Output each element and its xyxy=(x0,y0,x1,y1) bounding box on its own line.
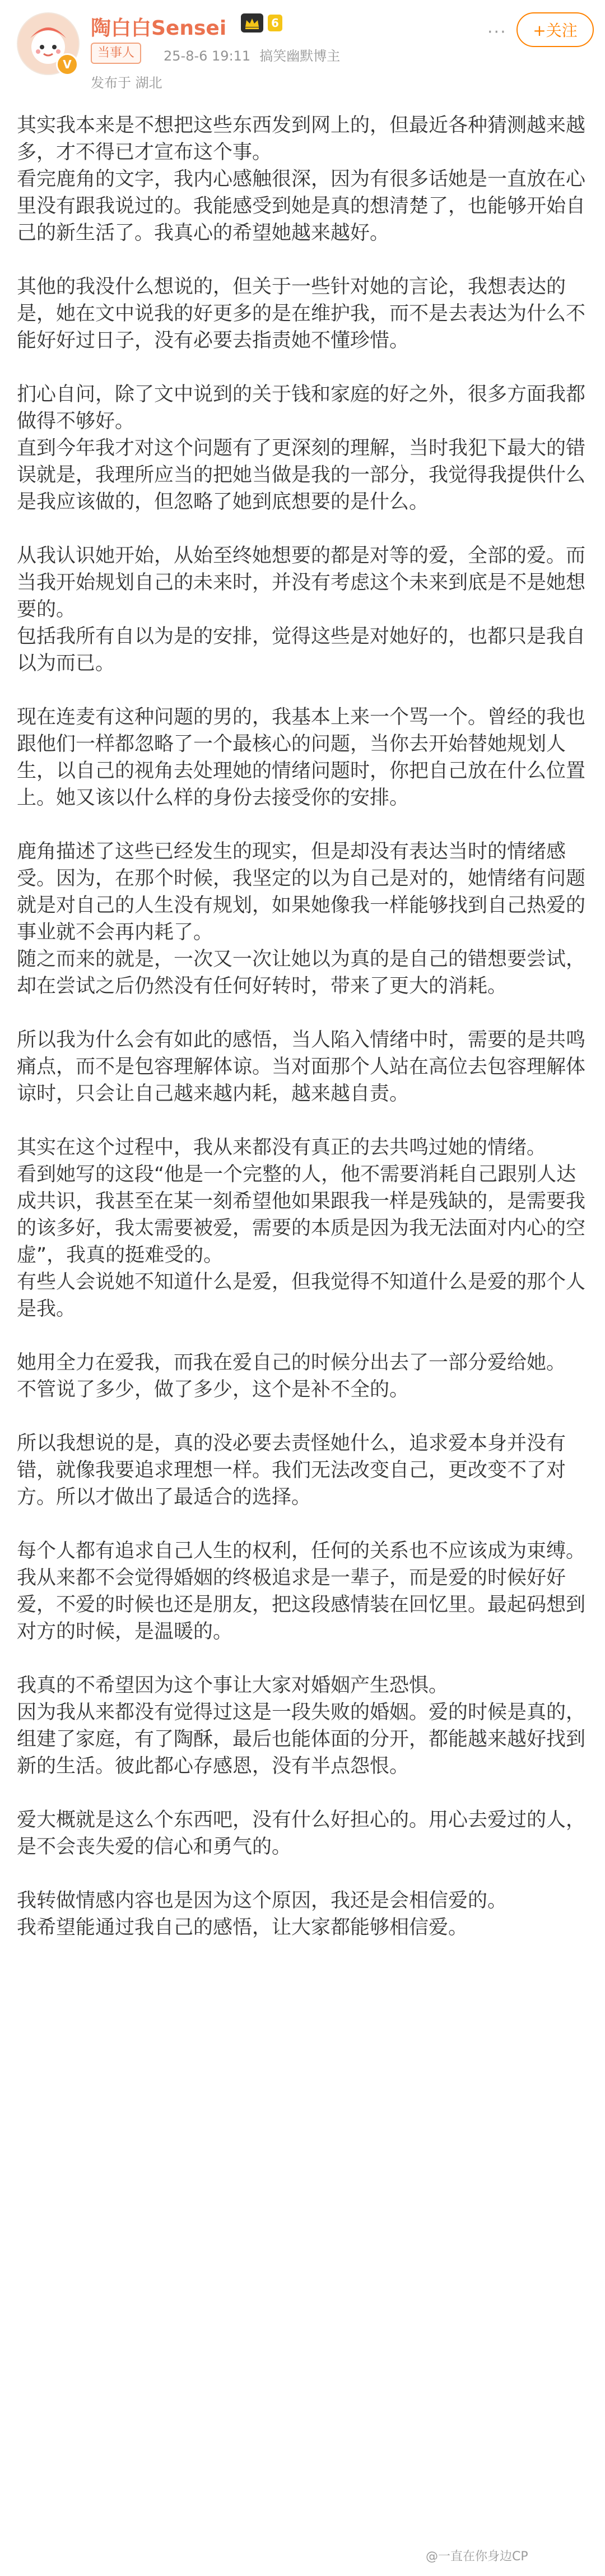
post-location: 发布于 湖北 xyxy=(91,75,162,91)
post-date: 25-8-6 19:11 xyxy=(164,48,251,64)
post-paragraph: 所以我想说的是，真的没必要去责怪她什么，追求爱本身并没有错，就像我要追求理想一样。我们无法改变自己，更改变不了对方。所以才做出了最适合的选择。 xyxy=(17,1432,566,1509)
post-paragraph: 我希望能通过我自己的感悟，让大家都能够相信爱。 xyxy=(17,1916,468,1939)
role-tag: 当事人 xyxy=(91,43,141,64)
crown-badge-icon xyxy=(241,13,263,33)
post-paragraph: 爱大概就是这么个东西吧，没有什么好担心的。用心去爱过的人，是不会丧失爱的信心和勇气的。 xyxy=(17,1809,586,1858)
watermark: @一直在你身边CP xyxy=(426,2550,528,2564)
post-paragraph: 她用全力在爱我，而我在爱自己的时候分出去了一部分爱给她。 xyxy=(17,1352,566,1374)
post-paragraph: 所以我为什么会有如此的感悟，当人陷入情绪中时，需要的是共鸣痛点，而不是包容理解体谅。当对面那个人站在高位去包容理解体谅时，只会让自己越来越内耗，越来越自责。 xyxy=(17,1029,586,1105)
author-name[interactable]: 陶白白Sensei xyxy=(91,17,227,40)
post-paragraph: 我真的不希望因为这个事让大家对婚姻产生恐惧。 xyxy=(17,1674,449,1697)
post-paragraph: 鹿角描述了这些已经发生的现实，但是却没有表达当时的情绪感受。因为，在那个时候，我坚定的以为自己是对的，她情绪有问题就是对自己的人生没有规划，如果她像我一样能够找到自己热爱的事业就不会再内耗了。 xyxy=(17,841,586,944)
post-paragraph: 现在连麦有这种问题的男的，我基本上来一个骂一个。曾经的我也跟他们一样都忽略了一个最核心的问题，当你去开始替她规划人生，以自己的视角去处理她的情绪问题时，你把自己放在什么位置上。她又该以什么样的身份去接受你的安排。 xyxy=(17,706,586,809)
verified-badge-icon: V xyxy=(56,53,78,76)
post-paragraph: 随之而来的就是，一次又一次让她以为真的是自己的错想要尝试，却在尝试之后仍然没有任何好转时，带来了更大的消耗。 xyxy=(17,948,586,997)
post-paragraph: 每个人都有追求自己人生的权利，任何的关系也不应该成为束缚。 xyxy=(17,1540,586,1562)
level-badge: 6 xyxy=(268,15,282,31)
post-paragraph: 有些人会说她不知道什么是爱，但我觉得不知道什么是爱的那个人是我。 xyxy=(17,1271,586,1320)
more-options-icon[interactable]: ··· xyxy=(487,22,507,42)
post-paragraph: 从我认识她开始，从始至终她想要的都是对等的爱，全部的爱。而当我开始规划自己的未来时，并没有考虑这个未来到底是不是她想要的。 xyxy=(17,545,586,621)
post-paragraph: 看完鹿角的文字，我内心感触很深，因为有很多话她是一直放在心里没有跟我说过的。我能感受到她是真的想清楚了，也能够开始自己的新生活了。我真心的希望她越来越好。 xyxy=(17,168,586,244)
post-paragraph: 其他的我没什么想说的，但关于一些针对她的言论，我想表达的是，她在文中说我的好更多的是在维护我，而不是去表达为什么不能好好过日子，没有必要去指责她不懂珍惜。 xyxy=(17,276,586,352)
post-paragraph: 其实我本来是不想把这些东西发到网上的，但最近各种猜测越来越多，才不得已才宣布这个事。 xyxy=(17,114,586,164)
post-paragraph: 其实在这个过程中，我从来都没有真正的去共鸣过她的情绪。 xyxy=(17,1136,547,1159)
post-paragraph: 扪心自问，除了文中说到的关于钱和家庭的好之外，很多方面我都做得不够好。 xyxy=(17,383,586,433)
post-paragraph: 我转做情感内容也是因为这个原因，我还是会相信爱的。 xyxy=(17,1890,508,1912)
post-paragraph: 包括我所有自以为是的安排，觉得这些是对她好的，也都只是我自以为而已。 xyxy=(17,625,586,675)
post-paragraph: 因为我从来都没有觉得过这是一段失败的婚姻。爱的时候是真的，组建了家庭，有了陶酥，最后也能体面的分开，都能越来越好找到新的生活。彼此都心存感恩，没有半点怨恨。 xyxy=(17,1701,586,1777)
follow-button[interactable]: +关注 xyxy=(516,12,594,47)
post-paragraph: 我从来都不会觉得婚姻的终极追求是一辈子，而是爱的时候好好爱，不爱的时候也还是朋友，把这段感情装在回忆里。最起码想到对方的时候，是温暖的。 xyxy=(17,1567,586,1643)
post-paragraph: 不管说了多少，做了多少，这个是补不全的。 xyxy=(17,1378,409,1401)
post-header xyxy=(0,0,605,98)
post-content xyxy=(17,112,588,1941)
post-meta xyxy=(164,45,340,64)
post-source: 搞笑幽默博主 xyxy=(259,48,341,64)
post-paragraph: 看到她写的这段“他是一个完整的人，他不需要消耗自己跟别人达成共识，我甚至在某一刻希望他如果跟我一样是残缺的，是需要我的该多好，我太需要被爱，需要的本质是因为我无法面对内心的空虚”，我真的挺难受的。 xyxy=(17,1163,586,1266)
post-paragraph: 直到今年我才对这个问题有了更深刻的理解，当时我犯下最大的错误就是，我理所应当的把她当做是我的一部分，我觉得我提供什么是我应该做的，但忽略了她到底想要的是什么。 xyxy=(17,437,586,513)
